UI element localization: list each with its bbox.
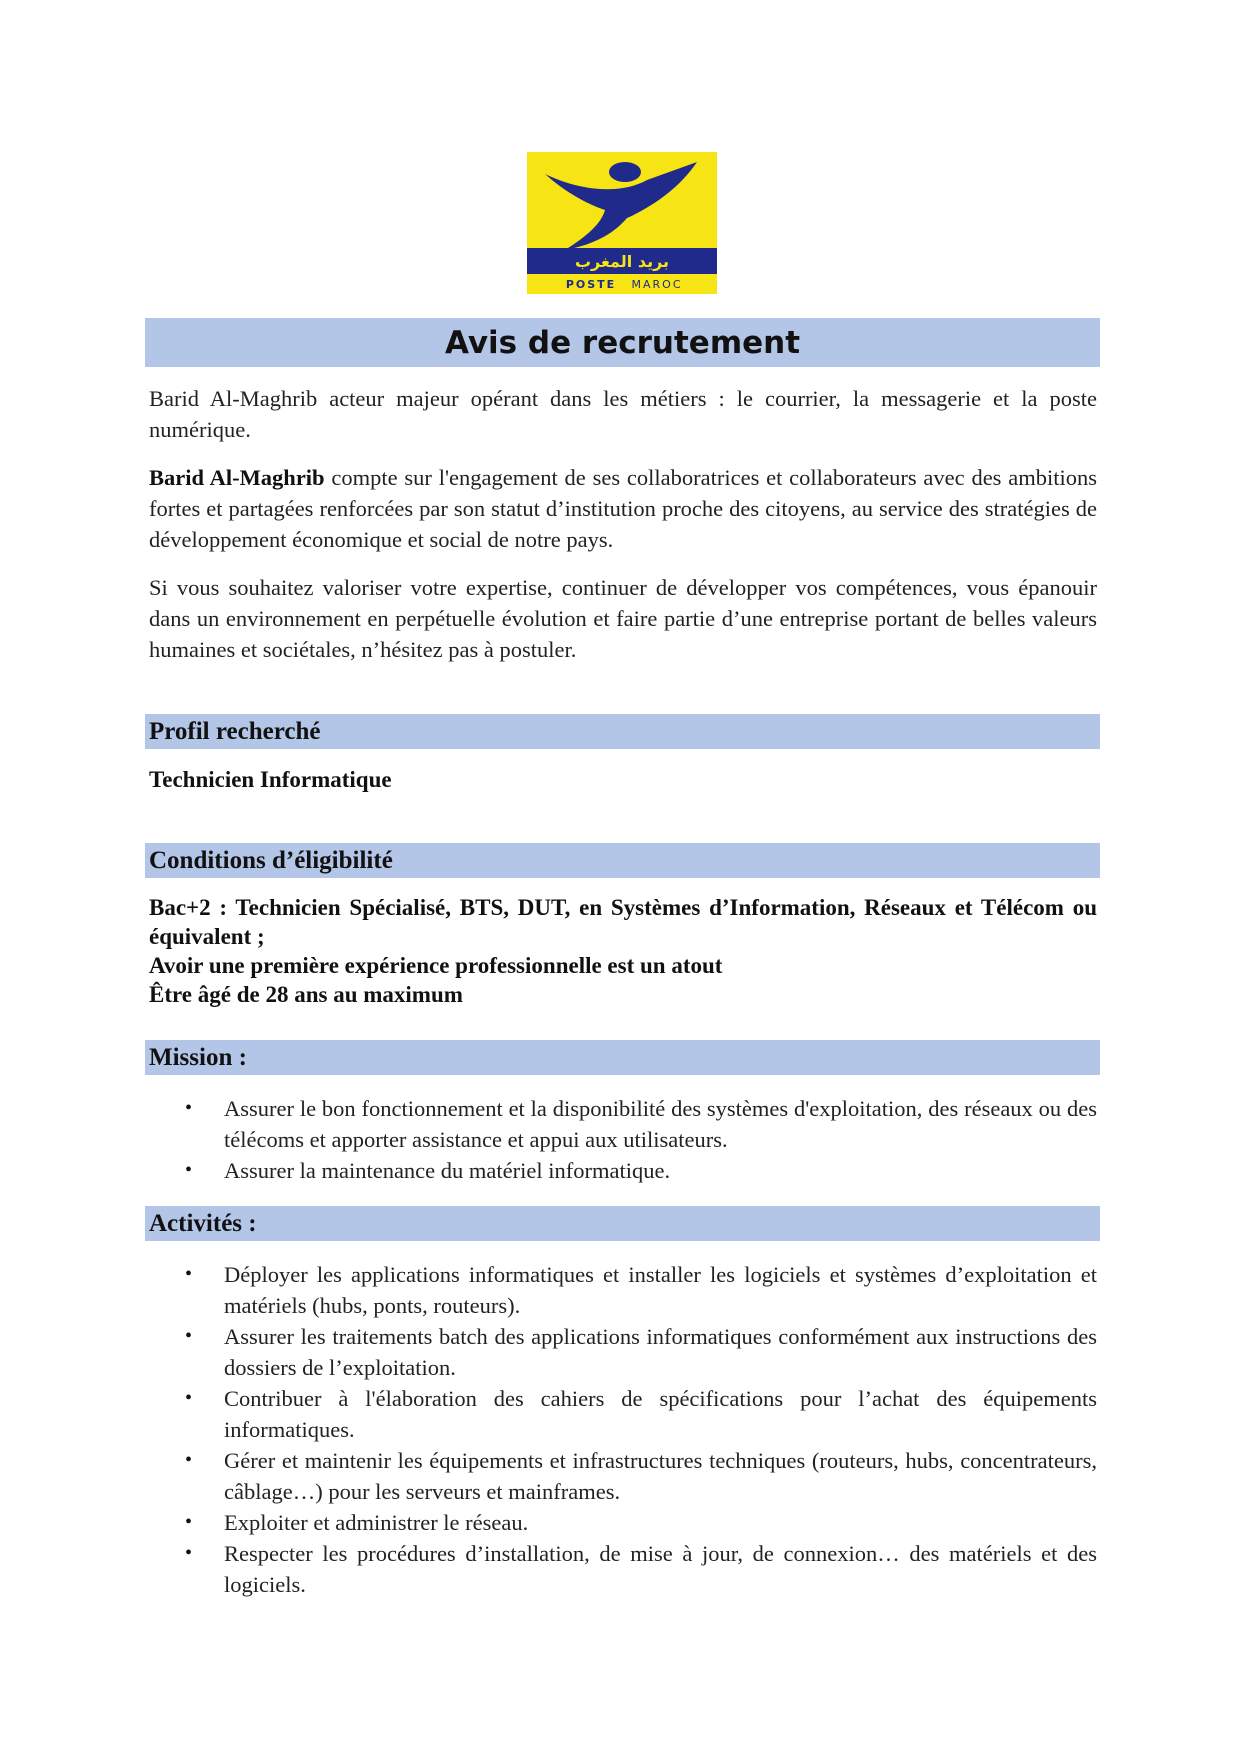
section-conditions-heading: Conditions d’éligibilité	[149, 846, 393, 874]
page-title: Avis de recrutement	[444, 324, 801, 361]
logo-latin-text-poste: POSTE	[565, 278, 617, 291]
section-mission	[145, 1040, 1100, 1075]
list-item	[149, 1507, 1097, 1538]
section-activites-heading: Activités :	[149, 1209, 257, 1237]
list-item	[149, 1383, 1097, 1445]
list-item	[149, 1093, 1097, 1155]
list-item	[149, 1445, 1097, 1507]
mission-list	[149, 1093, 1097, 1186]
list-item-text: Assurer la maintenance du matériel informatique.	[224, 1158, 671, 1183]
list-item-text: Contribuer à l'élaboration des cahiers de spécifications pour l’achat des équipements informatiques.	[224, 1386, 1097, 1442]
list-item-text: Respecter les procédures d’installation, de mise à jour, de connexion… des matériels et des logiciels.	[224, 1541, 1097, 1597]
profil-value: Technicien Informatique	[149, 767, 392, 792]
list-item-text: Exploiter et administrer le réseau.	[224, 1510, 529, 1535]
bullet-icon: •	[185, 1511, 193, 1533]
condition-item: Bac+2 : Technicien Spécialisé, BTS, DUT, en Systèmes d’Information, Réseaux et Télécom ou équivalent ;	[149, 895, 1097, 949]
bullet-icon: •	[185, 1449, 193, 1471]
condition-item: Avoir une première expérience professionnelle est un atout	[149, 953, 723, 978]
logo-arabic-text: بريد المغرب	[574, 252, 670, 271]
intro-company-name: Barid Al-Maghrib	[149, 465, 325, 490]
logo-graphic	[527, 152, 717, 294]
logo-latin-band	[527, 274, 717, 294]
intro-paragraph-3: Si vous souhaitez valoriser votre expertise, continuer de développer vos compétences, vous épanouir dans un environnement en perpétuelle évolution et faire partie d’une entreprise portant de belles valeurs humaines et sociétales, n’hésitez pas à postuler.	[149, 575, 1097, 662]
poste-maroc-logo	[527, 152, 717, 294]
section-conditions	[145, 843, 1100, 878]
bullet-icon: •	[185, 1159, 193, 1181]
bullet-icon: •	[185, 1387, 193, 1409]
section-profil-heading: Profil recherché	[149, 717, 321, 745]
bullet-icon: •	[185, 1097, 193, 1119]
conditions-list	[149, 893, 1097, 1009]
list-item-text: Assurer les traitements batch des applications informatiques conformément aux instructions des dossiers de l’exploitation.	[224, 1324, 1097, 1380]
logo-latin-text-maroc: MAROC	[631, 278, 683, 291]
intro-paragraph-2-text: compte sur l'engagement de ses collaboratrices et collaborateurs avec des ambitions fortes et partagées renforcées par son statut d’institution proche des citoyens, au service des stratégies de développement économique et social de notre pays.	[149, 465, 1097, 552]
list-item-text: Assurer le bon fonctionnement et la disponibilité des systèmes d'exploitation, des réseaux ou des télécoms et apporter assistance et appui aux utilisateurs.	[224, 1096, 1097, 1152]
list-item	[149, 1155, 1097, 1186]
section-activites	[145, 1206, 1100, 1241]
list-item-text: Gérer et maintenir les équipements et infrastructures techniques (routeurs, hubs, concentrateurs, câblage…) pour les serveurs et mainframes.	[224, 1448, 1097, 1504]
logo-figure-head	[609, 162, 641, 182]
intro-paragraph-1: Barid Al-Maghrib acteur majeur opérant dans les métiers : le courrier, la messagerie et la poste numérique.	[149, 386, 1097, 442]
condition-item: Être âgé de 28 ans au maximum	[149, 982, 463, 1007]
title-bar	[145, 318, 1100, 367]
section-profil	[145, 714, 1100, 749]
section-mission-heading: Mission :	[149, 1043, 247, 1071]
list-item	[149, 1538, 1097, 1600]
bullet-icon: •	[185, 1263, 193, 1285]
list-item	[149, 1321, 1097, 1383]
activites-list	[149, 1259, 1097, 1600]
bullet-icon: •	[185, 1542, 193, 1564]
list-item	[149, 1259, 1097, 1321]
intro-paragraph-2	[149, 462, 1097, 555]
bullet-icon: •	[185, 1325, 193, 1347]
list-item-text: Déployer les applications informatiques et installer les logiciels et systèmes d’exploitation et matériels (hubs, ponts, routeurs).	[224, 1262, 1097, 1318]
